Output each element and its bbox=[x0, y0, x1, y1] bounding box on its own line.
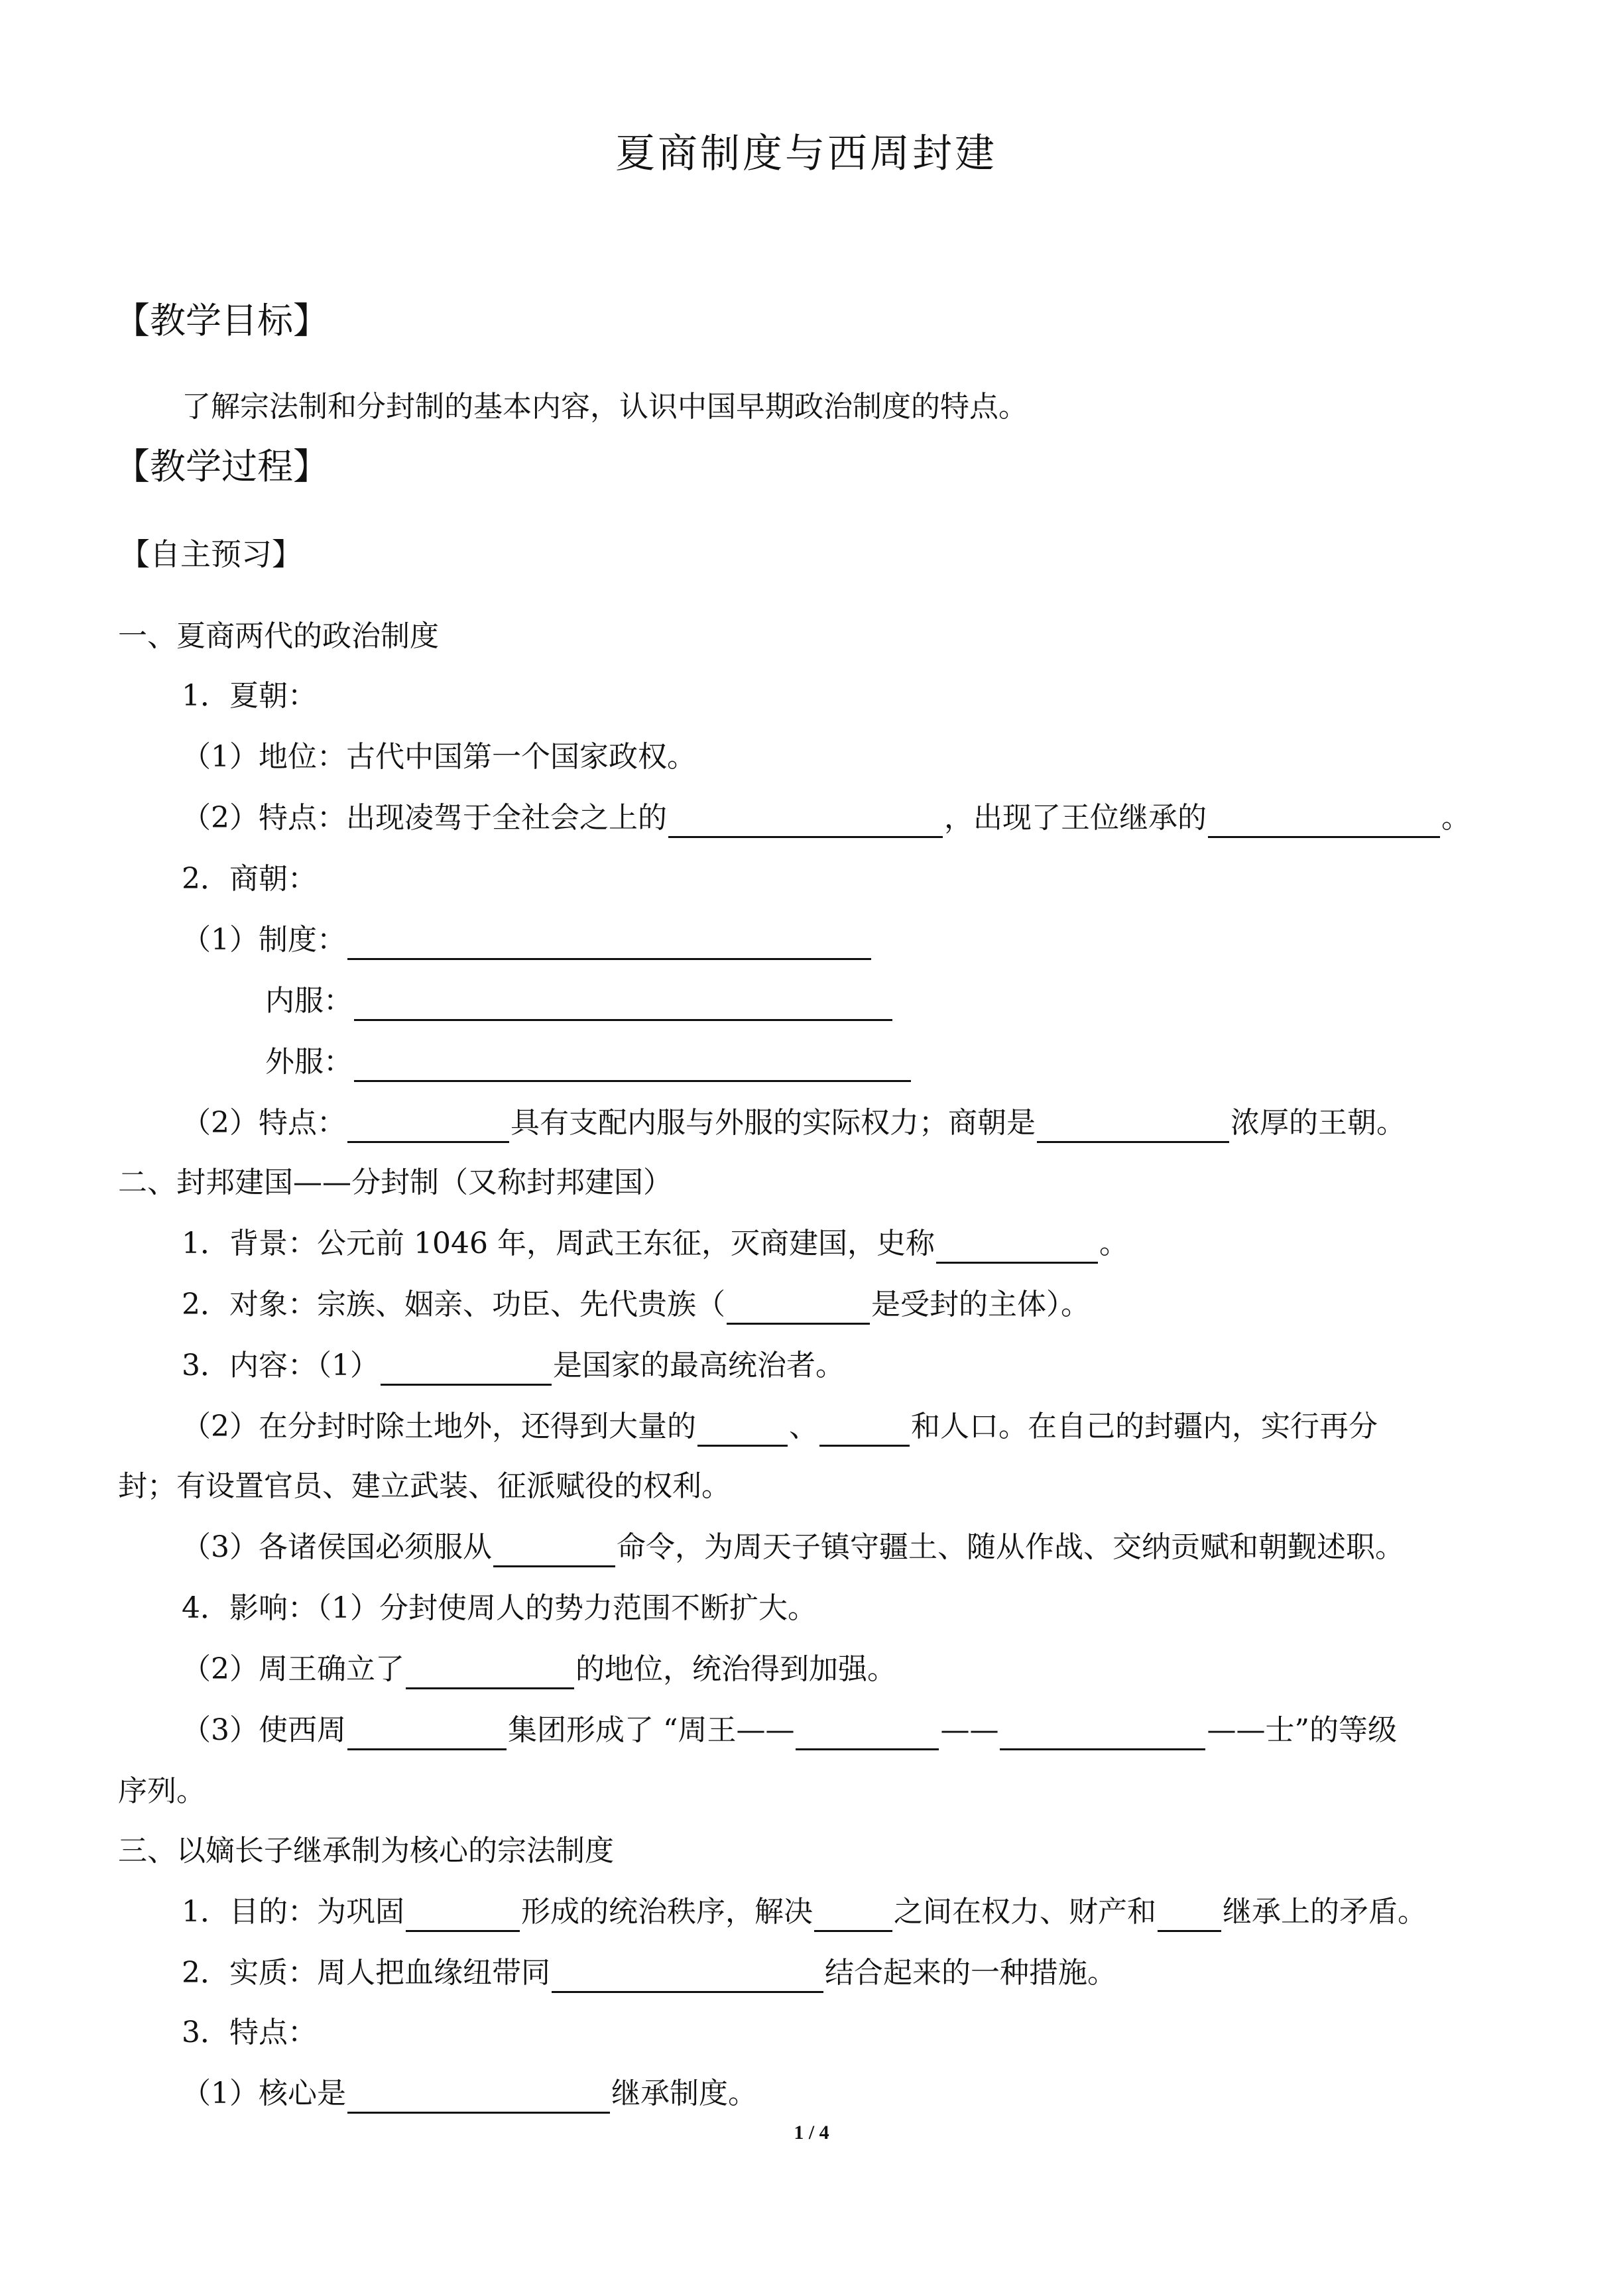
fill-blank[interactable] bbox=[552, 1964, 823, 1993]
fill-blank[interactable] bbox=[406, 1661, 574, 1689]
section-header-teaching-goals: 【教学目标】 bbox=[114, 300, 329, 341]
text: （1）制度： bbox=[182, 923, 346, 957]
fill-blank[interactable] bbox=[796, 1722, 939, 1750]
fill-blank[interactable] bbox=[347, 932, 871, 960]
text: 是受封的主体）。 bbox=[871, 1288, 1090, 1321]
fengjian-influence-3-cont: 序列。 bbox=[118, 1774, 206, 1808]
shang-system bbox=[182, 920, 872, 960]
text: 1．目的：为巩固 bbox=[182, 1895, 404, 1929]
goal-text: 了解宗法制和分封制的基本内容，认识中国早期政治制度的特点。 bbox=[182, 390, 1028, 424]
text: （2）特点： bbox=[182, 1106, 346, 1140]
fill-blank[interactable] bbox=[1208, 810, 1440, 838]
text: 继承上的矛盾。 bbox=[1223, 1895, 1427, 1929]
text: （2）特点：出现凌驾于全社会之上的 bbox=[182, 801, 667, 835]
fill-blank[interactable] bbox=[354, 993, 892, 1021]
text: —— bbox=[940, 1713, 999, 1747]
text: 、 bbox=[789, 1410, 818, 1443]
text: （1）核心是 bbox=[182, 2077, 346, 2110]
shang-dynasty-label: 2．商朝： bbox=[182, 862, 317, 896]
text: 1．背景：公元前 1046 年，周武王东征，灭商建国，史称 bbox=[182, 1227, 935, 1260]
fill-blank[interactable] bbox=[347, 2085, 610, 2114]
fill-blank[interactable] bbox=[1000, 1722, 1205, 1750]
text: 内服： bbox=[265, 984, 353, 1018]
text: 具有支配内服与外服的实际权力；商朝是 bbox=[511, 1106, 1036, 1140]
text: 。 bbox=[1099, 1227, 1128, 1260]
text: 的地位，统治得到加强。 bbox=[575, 1652, 896, 1686]
text: 结合起来的一种措施。 bbox=[825, 1956, 1116, 1990]
fengjian-content-1 bbox=[182, 1346, 845, 1386]
zongfa-aim bbox=[182, 1892, 1427, 1932]
fill-blank[interactable] bbox=[406, 1903, 520, 1932]
xia-dynasty-label: 1．夏朝： bbox=[182, 679, 317, 713]
zongfa-feature-1 bbox=[182, 2074, 757, 2114]
section-header-self-preview: 【自主预习】 bbox=[119, 536, 302, 572]
fill-blank[interactable] bbox=[347, 1722, 507, 1750]
fill-blank[interactable] bbox=[381, 1357, 552, 1386]
text: 2．实质：周人把血缘纽带同 bbox=[182, 1956, 550, 1990]
text: ——士”的等级 bbox=[1207, 1713, 1397, 1747]
fengjian-content-2 bbox=[182, 1407, 1378, 1447]
text: 是国家的最高统治者。 bbox=[553, 1349, 845, 1382]
section-2-heading: 二、封邦建国——分封制（又称封邦建国） bbox=[118, 1166, 672, 1199]
section-1-heading: 一、夏商两代的政治制度 bbox=[118, 619, 439, 653]
fill-blank[interactable] bbox=[347, 1115, 509, 1143]
xia-status: （1）地位：古代中国第一个国家政权。 bbox=[182, 740, 696, 774]
text: 和人口。在自己的封疆内，实行再分 bbox=[911, 1410, 1378, 1443]
fengjian-content-3 bbox=[182, 1528, 1404, 1567]
section-header-teaching-process: 【教学过程】 bbox=[114, 446, 329, 487]
fengjian-influence-1: 4．影响：（1）分封使周人的势力范围不断扩大。 bbox=[182, 1591, 817, 1625]
text: 形成的统治秩序，解决 bbox=[521, 1895, 813, 1929]
shang-features bbox=[182, 1103, 1406, 1143]
section-3-heading: 三、以嫡长子继承制为核心的宗法制度 bbox=[118, 1834, 614, 1868]
zongfa-essence bbox=[182, 1953, 1116, 1993]
fill-blank[interactable] bbox=[727, 1296, 870, 1325]
text: 。 bbox=[1441, 801, 1471, 835]
shang-waifu bbox=[265, 1042, 912, 1082]
fengjian-content-2-cont: 封；有设置官员、建立武装、征派赋役的权利。 bbox=[118, 1469, 731, 1503]
text: 外服： bbox=[265, 1045, 353, 1079]
text: （3）各诸侯国必须服从 bbox=[182, 1530, 492, 1564]
fill-blank[interactable] bbox=[1158, 1903, 1221, 1932]
text: （3）使西周 bbox=[182, 1713, 346, 1747]
text: 2．对象：宗族、姻亲、功臣、先代贵族（ bbox=[182, 1288, 725, 1321]
fill-blank[interactable] bbox=[668, 810, 943, 838]
fill-blank[interactable] bbox=[1037, 1115, 1229, 1143]
fill-blank[interactable] bbox=[819, 1418, 910, 1447]
fengjian-influence-3 bbox=[182, 1711, 1397, 1750]
fengjian-influence-2 bbox=[182, 1650, 896, 1689]
page-title: 夏商制度与西周封建 bbox=[615, 131, 997, 177]
fill-blank[interactable] bbox=[354, 1054, 911, 1082]
text: ，出现了王位继承的 bbox=[944, 801, 1207, 835]
fill-blank[interactable] bbox=[814, 1903, 892, 1932]
text: 命令，为周天子镇守疆土、随从作战、交纳贡赋和朝觐述职。 bbox=[617, 1530, 1404, 1564]
fill-blank[interactable] bbox=[936, 1235, 1098, 1264]
text: 继承制度。 bbox=[611, 2077, 757, 2110]
fengjian-objects bbox=[182, 1285, 1090, 1325]
fill-blank[interactable] bbox=[493, 1539, 615, 1567]
text: 之间在权力、财产和 bbox=[894, 1895, 1156, 1929]
xia-features bbox=[182, 798, 1471, 838]
fill-blank[interactable] bbox=[697, 1418, 788, 1447]
shang-neifu bbox=[265, 981, 894, 1021]
text: 浓厚的王朝。 bbox=[1231, 1106, 1406, 1140]
zongfa-features-label: 3．特点： bbox=[182, 2016, 317, 2049]
text: 集团形成了 “周王—— bbox=[508, 1713, 795, 1747]
text: （2）在分封时除土地外，还得到大量的 bbox=[182, 1410, 696, 1443]
text: （2）周王确立了 bbox=[182, 1652, 404, 1686]
fengjian-background bbox=[182, 1224, 1128, 1264]
page-number: 1 / 4 bbox=[794, 2122, 829, 2144]
text: 3．内容：（1） bbox=[182, 1349, 379, 1382]
